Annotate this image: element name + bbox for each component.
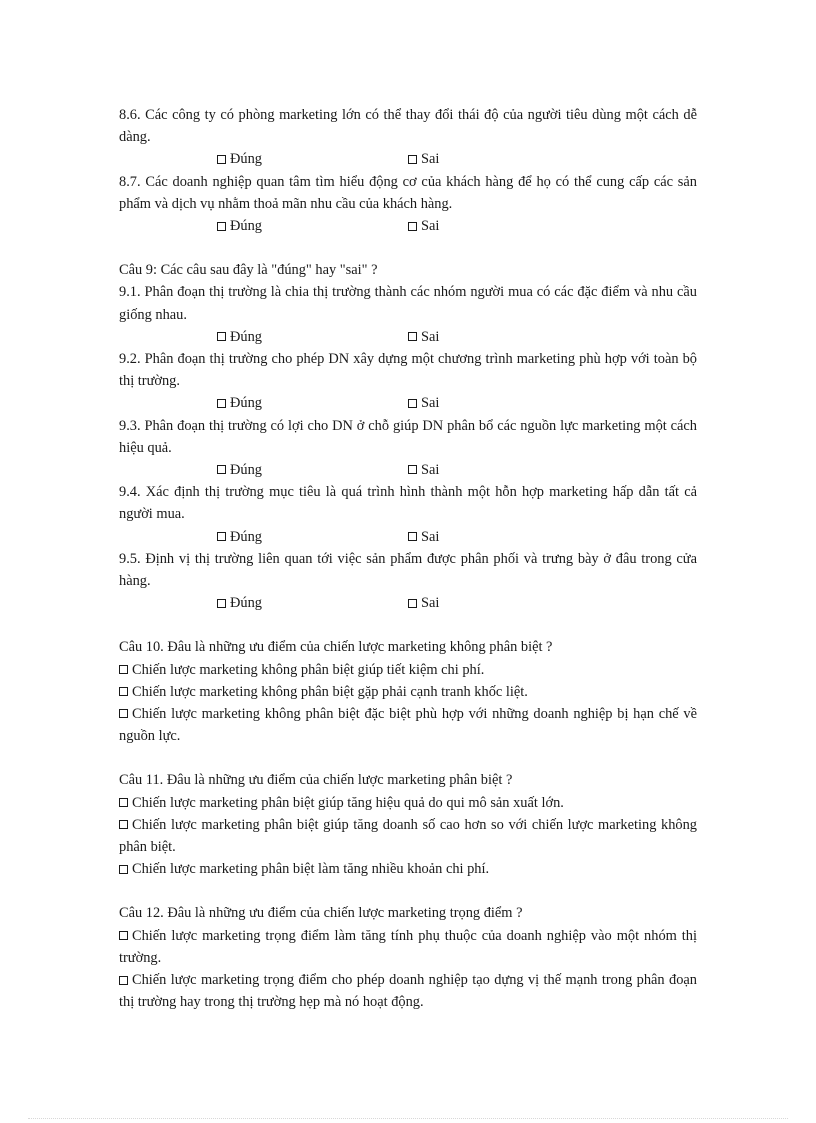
- page-bottom-divider: [28, 1118, 788, 1119]
- question-12-option-2[interactable]: Chiến lược marketing trọng điểm cho phép doanh nghiệp tạo dựng vị thế mạnh trong phân đoạn thị trường hay trong thị trường hẹp mà nó hoạt động.: [119, 972, 697, 1011]
- checkbox-icon[interactable]: [119, 976, 128, 985]
- question-10-option-1[interactable]: Chiến lược marketing không phân biệt giúp tiết kiệm chi phí.: [119, 659, 697, 681]
- checkbox-icon[interactable]: [408, 465, 417, 474]
- option-false-8-7[interactable]: Sai: [408, 215, 439, 237]
- checkbox-icon[interactable]: [408, 399, 417, 408]
- answer-choices-9-4: [119, 526, 697, 548]
- answer-choices-8-7: [119, 215, 697, 237]
- checkbox-icon[interactable]: [408, 222, 417, 231]
- answer-choices-9-1: [119, 326, 697, 348]
- option-true-8-7[interactable]: Đúng: [217, 215, 262, 237]
- spacer: [119, 880, 697, 902]
- document-page: [119, 104, 697, 1013]
- question-10-option-2[interactable]: Chiến lược marketing không phân biệt gặp phải cạnh tranh khốc liệt.: [119, 681, 697, 703]
- question-11-option-2[interactable]: Chiến lược marketing phân biệt giúp tăng doanh số cao hơn so với chiến lược marketing không phân biệt.: [119, 816, 697, 855]
- checkbox-icon[interactable]: [217, 222, 226, 231]
- statement-8-6: 8.6. Các công ty có phòng marketing lớn có thể thay đổi thái độ của người tiêu dùng một cách dễ dàng.: [119, 107, 697, 146]
- question-11-option-1[interactable]: Chiến lược marketing phân biệt giúp tăng hiệu quả do qui mô sản xuất lớn.: [119, 792, 697, 814]
- checkbox-icon[interactable]: [119, 931, 128, 940]
- spacer: [119, 614, 697, 636]
- answer-choices-8-6: [119, 148, 697, 170]
- answer-choices-9-3: [119, 459, 697, 481]
- option-true-8-6[interactable]: Đúng: [217, 148, 262, 170]
- option-true-9-3[interactable]: Đúng: [217, 459, 262, 481]
- checkbox-icon[interactable]: [217, 532, 226, 541]
- statement-9-5: 9.5. Định vị thị trường liên quan tới việc sản phẩm được phân phối và trưng bày ở đâu trong cửa hàng.: [119, 550, 697, 589]
- checkbox-icon[interactable]: [119, 687, 128, 696]
- option-true-9-4[interactable]: Đúng: [217, 526, 262, 548]
- option-true-9-2[interactable]: Đúng: [217, 392, 262, 414]
- checkbox-icon[interactable]: [217, 599, 226, 608]
- spacer: [119, 237, 697, 259]
- question-9-title: Câu 9: Các câu sau đây là "đúng" hay "sai" ?: [119, 262, 378, 279]
- checkbox-icon[interactable]: [217, 332, 226, 341]
- checkbox-icon[interactable]: [119, 865, 128, 874]
- checkbox-icon[interactable]: [217, 155, 226, 164]
- checkbox-icon[interactable]: [217, 465, 226, 474]
- option-false-9-3[interactable]: Sai: [408, 459, 439, 481]
- statement-9-3: 9.3. Phân đoạn thị trường có lợi cho DN ở chỗ giúp DN phân bổ các nguồn lực marketing một cách hiệu quả.: [119, 417, 697, 456]
- checkbox-icon[interactable]: [119, 709, 128, 718]
- checkbox-icon[interactable]: [408, 599, 417, 608]
- statement-8-7: 8.7. Các doanh nghiệp quan tâm tìm hiểu động cơ của khách hàng để họ có thể cung cấp các sản phẩm và dịch vụ nhằm thoả mãn nhu cầu của khách hàng.: [119, 173, 697, 212]
- option-false-8-6[interactable]: Sai: [408, 148, 439, 170]
- checkbox-icon[interactable]: [119, 798, 128, 807]
- statement-9-4: 9.4. Xác định thị trường mục tiêu là quá trình hình thành một hỗn hợp marketing hấp dẫn tất cả người mua.: [119, 484, 697, 523]
- option-false-9-2[interactable]: Sai: [408, 392, 439, 414]
- checkbox-icon[interactable]: [217, 399, 226, 408]
- spacer: [119, 747, 697, 769]
- option-true-9-5[interactable]: Đúng: [217, 592, 262, 614]
- question-12-option-1[interactable]: Chiến lược marketing trọng điểm làm tăng tính phụ thuộc của doanh nghiệp vào một nhóm thị trường.: [119, 927, 697, 966]
- checkbox-icon[interactable]: [408, 332, 417, 341]
- option-false-9-1[interactable]: Sai: [408, 326, 439, 348]
- checkbox-icon[interactable]: [119, 665, 128, 674]
- checkbox-icon[interactable]: [408, 532, 417, 541]
- option-true-9-1[interactable]: Đúng: [217, 326, 262, 348]
- question-11-title: Câu 11. Đâu là những ưu điểm của chiến lược marketing phân biệt ?: [119, 772, 513, 789]
- question-10-option-3[interactable]: Chiến lược marketing không phân biệt đặc biệt phù hợp với những doanh nghiệp bị hạn chế về nguồn lực.: [119, 705, 697, 745]
- checkbox-icon[interactable]: [119, 820, 128, 829]
- question-11-option-3[interactable]: Chiến lược marketing phân biệt làm tăng nhiều khoản chi phí.: [119, 858, 697, 880]
- question-12-title: Câu 12. Đâu là những ưu điểm của chiến lược marketing trọng điểm ?: [119, 905, 523, 922]
- answer-choices-9-5: [119, 592, 697, 614]
- question-10-title: Câu 10. Đâu là những ưu điểm của chiến lược marketing không phân biệt ?: [119, 639, 553, 656]
- option-false-9-4[interactable]: Sai: [408, 526, 439, 548]
- statement-9-1: 9.1. Phân đoạn thị trường là chia thị trường thành các nhóm người mua có các đặc điểm và nhu cầu giống nhau.: [119, 284, 697, 323]
- checkbox-icon[interactable]: [408, 155, 417, 164]
- option-false-9-5[interactable]: Sai: [408, 592, 439, 614]
- answer-choices-9-2: [119, 392, 697, 414]
- statement-9-2: 9.2. Phân đoạn thị trường cho phép DN xây dựng một chương trình marketing phù hợp với toàn bộ thị trường.: [119, 350, 697, 390]
